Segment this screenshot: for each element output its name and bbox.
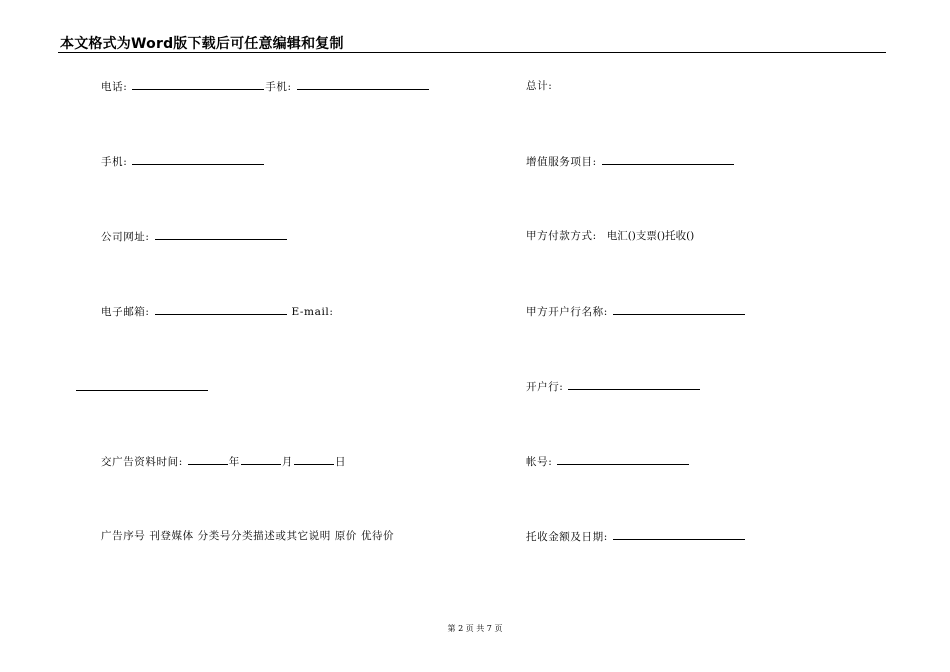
month-label: 月 — [281, 456, 294, 468]
value-added-service-blank — [602, 154, 734, 165]
mobile-row — [101, 154, 265, 169]
bank-blank — [568, 379, 700, 390]
account-number-blank — [557, 454, 689, 465]
email-row — [101, 304, 334, 319]
website-row — [101, 229, 288, 244]
phone-label: 电话: — [101, 81, 128, 93]
email-suffix-label: E-mail: — [291, 306, 334, 318]
account-number-row — [526, 454, 690, 469]
mobile-blank — [132, 154, 264, 165]
year-label: 年 — [228, 456, 240, 468]
account-number-label: 帐号: — [526, 456, 553, 468]
bank-label: 开户行: — [526, 381, 564, 393]
payment-options: 电汇()支票()托收() — [606, 230, 695, 242]
day-blank — [294, 454, 334, 465]
payment-method-label: 甲方付款方式: — [526, 230, 597, 242]
email-blank — [155, 304, 287, 315]
phone-blank — [132, 79, 264, 90]
collection-label: 托收金额及日期: — [526, 531, 608, 543]
email-continuation-blank — [76, 390, 208, 391]
deadline-row — [101, 454, 346, 469]
ad-table-header: 广告序号 刊登媒体 分类号分类描述或其它说明 原价 优待价 — [101, 530, 395, 542]
page-header-title: 本文格式为Word版下载后可任意编辑和复制 — [60, 36, 344, 52]
phone-mobile-row — [101, 79, 430, 94]
bank-row — [526, 379, 701, 394]
page-number: 第 2 页 共 7 页 — [447, 624, 503, 633]
value-added-service-row — [526, 154, 735, 169]
deadline-label: 交广告资料时间: — [101, 456, 183, 468]
day-label: 日 — [335, 456, 347, 468]
account-name-blank — [613, 304, 745, 315]
account-name-row — [526, 304, 746, 319]
email-label: 电子邮箱: — [101, 306, 150, 318]
website-label: 公司网址: — [101, 231, 150, 243]
total-row — [526, 79, 552, 93]
value-added-service-label: 增值服务项目: — [526, 156, 597, 168]
header-divider — [58, 52, 886, 53]
payment-method-row — [526, 229, 694, 243]
total-label: 总计: — [526, 80, 553, 92]
mobile-label: 手机: — [101, 156, 128, 168]
website-blank — [155, 229, 287, 240]
collection-blank — [613, 529, 745, 540]
collection-row — [526, 529, 746, 544]
year-blank — [188, 454, 228, 465]
month-blank — [241, 454, 281, 465]
account-name-label: 甲方开户行名称: — [526, 306, 608, 318]
mobile-inline-blank — [297, 79, 429, 90]
mobile-inline-label: 手机: — [265, 81, 292, 93]
